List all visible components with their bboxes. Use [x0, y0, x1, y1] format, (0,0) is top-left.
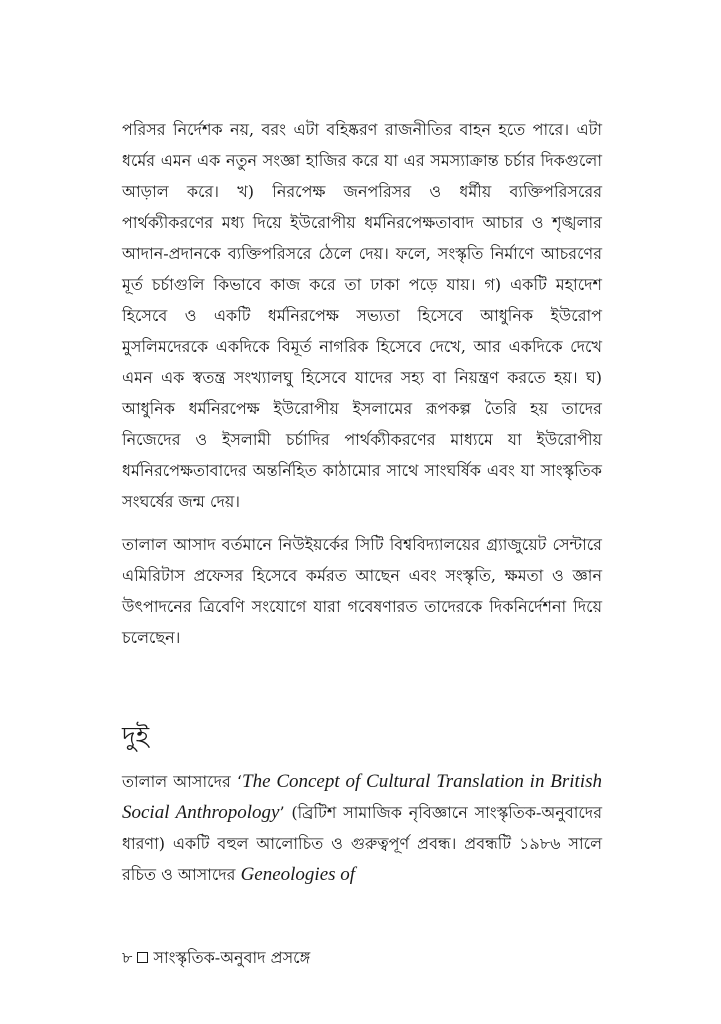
section-text [122, 766, 602, 890]
square-separator-icon [137, 952, 148, 963]
essay-title: The Concept of Cultural Translation in British Social Anthropology [122, 771, 602, 823]
text-run: ’ (ব্রিটিশ সামাজিক নৃবিজ্ঞানে সাংস্কৃতিক-অনুবাদের ধারণা) একটি বহুল আলোচিত ও গুরুত্বপূর্ণ প্রবন্ধ। প্রবন্ধটি ১৯৮৬ সালে রচিত ও আসাদের [122, 803, 602, 884]
paragraph [122, 766, 602, 890]
section-heading: দুই [122, 722, 150, 752]
main-text [122, 114, 602, 653]
running-title: সাংস্কৃতিক-অনুবাদ প্রসঙ্গে [153, 948, 311, 967]
text-run: তালাল আসাদের ‘ [122, 772, 243, 791]
page-number: ৮ [122, 948, 133, 967]
paragraph: পরিসর নির্দেশক নয়, বরং এটা বহিষ্করণ রাজনীতির বাহন হতে পারে। এটা ধর্মের এমন এক নতুন সংজ্ঞা হাজির করে যা এর সমস্যাক্রান্ত চর্চার দিকগুলো আড়াল করে। খ) নিরপেক্ষ জনপরিসর ও ধর্মীয় ব্যক্তিপরিসরের পার্থক্যীকরণের মধ্য দিয়ে ইউরোপীয় ধর্মনিরপেক্ষতাবাদ আচার ও শৃঙ্খলার আদান-প্রদানকে ব্যক্তিপরিসরে ঠেলে দেয়। ফলে, সংস্কৃতি নির্মাণে আচরণের মূর্ত চর্চাগুলি কিভাবে কাজ করে তা ঢাকা পড়ে যায়। গ) একটি মহাদেশ হিসেবে ও একটি ধর্মনিরপেক্ষ সভ্যতা হিসেবে আধুনিক ইউরোপ মুসলিমদেরকে একদিকে বিমূর্ত নাগরিক হিসেবে দেখে, আর একদিকে দেখে এমন এক স্বতন্ত্র সংখ্যালঘু হিসেবে যাদের সহ্য বা নিয়ন্ত্রণ করতে হয়। ঘ) আধুনিক ধর্মনিরপেক্ষ ইউরোপীয় ইসলামের রূপকল্প তৈরি হয় তাদের নিজেদের ও ইসলামী চর্চাদির পার্থক্যীকরণের মাধ্যমে যা ইউরোপীয় ধর্মনিরপেক্ষতাবাদের অন্তর্নিহিত কাঠামোর সাথে সাংঘর্ষিক এবং যা সাংস্কৃতিক সংঘর্ষের জন্ম দেয়। [122, 120, 602, 511]
page-footer [122, 946, 310, 970]
book-title: Geneologies of [240, 864, 356, 885]
paragraph: তালাল আসাদ বর্তমানে নিউইয়র্কের সিটি বিশ্ববিদ্যালয়ের গ্র্যাজুয়েট সেন্টারে এমিরিটাস প্রফেসর হিসেবে কর্মরত আছেন এবং সংস্কৃতি, ক্ষমতা ও জ্ঞান উৎপাদনের ত্রিবেণি সংযোগে যারা গবেষণারত তাদেরকে দিকনির্দেশনা দিয়ে চলেছেন। [122, 535, 602, 647]
